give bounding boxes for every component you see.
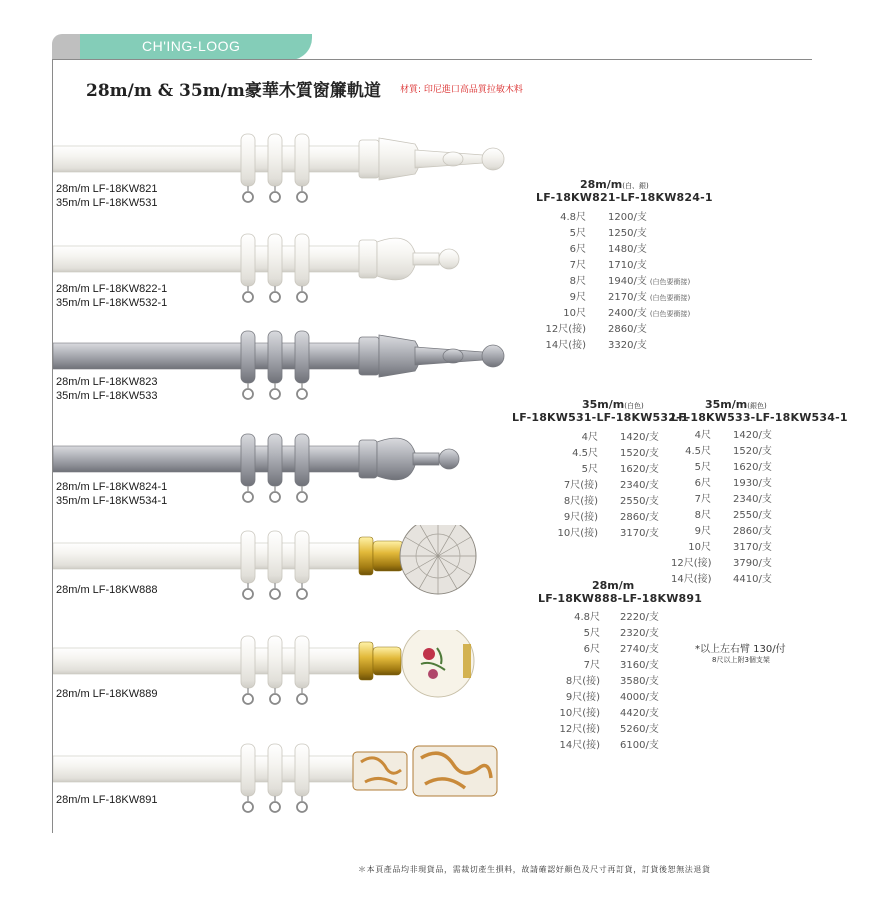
price-cell: 1250/支 — [608, 228, 647, 239]
length-cell: 9尺(接) — [563, 512, 598, 523]
bulb-knob-finial — [359, 238, 459, 280]
price-cell: 3160/支 — [620, 660, 659, 671]
ring-eyelet — [243, 389, 253, 399]
curtain-ring — [295, 134, 309, 186]
price-cell: 3320/支 — [608, 340, 647, 351]
ring-eyelet — [270, 389, 280, 399]
price-row — [671, 476, 848, 492]
price-cell: 1930/支 — [733, 478, 772, 489]
product-code-label — [56, 480, 167, 508]
curtain-ring — [241, 531, 255, 583]
ring-eyelet — [243, 694, 253, 704]
ring-eyelet — [243, 589, 253, 599]
length-cell: 4.8尺 — [560, 212, 586, 223]
price-row — [536, 258, 713, 274]
price-row — [538, 674, 702, 690]
curtain-ring — [241, 234, 255, 286]
price-rows — [538, 610, 702, 754]
length-cell: 10尺(接) — [559, 708, 600, 719]
price-cell: 4000/支 — [620, 692, 659, 703]
length-cell: 12尺(接) — [545, 324, 586, 335]
length-cell: 4.8尺 — [574, 612, 600, 623]
curtain-rod — [53, 343, 373, 369]
length-cell: 9尺 — [569, 292, 586, 303]
table-head-size: 35m/m(銀色) — [705, 398, 767, 411]
length-cell: 12尺(接) — [671, 558, 712, 569]
footnote: ＊本頁產品均非現貨品，需裁切產生損料，故請確認好顏色及尺寸再訂貨，訂貨後恕無法退貨 — [358, 865, 711, 874]
product-code: 28m/m LF-18KW824-1 — [56, 481, 168, 493]
price-row — [671, 444, 848, 460]
length-cell: 6尺 — [694, 478, 711, 489]
floral-ceramic-ball-finial — [359, 630, 474, 697]
curtain-ring — [241, 744, 255, 796]
price-row — [671, 508, 848, 524]
table-head-models: LF-18KW821-LF-18KW824-1 — [536, 191, 713, 204]
curtain-rod — [53, 543, 373, 569]
joint-note: (白色要衝接) — [649, 278, 691, 286]
product-code: 35m/m LF-18KW534-1 — [56, 495, 168, 507]
bracket-subnote: 8尺以上附3個支架 — [712, 656, 770, 664]
price-row — [538, 642, 702, 658]
curtain-ring — [295, 636, 309, 688]
price-cell: 1940/支 — [608, 276, 647, 287]
price-row — [536, 322, 713, 338]
price-cell: 2550/支 — [733, 510, 772, 521]
price-cell: 2320/支 — [620, 628, 659, 639]
price-row — [536, 226, 713, 242]
price-cell: 1420/支 — [733, 430, 772, 441]
price-row — [538, 658, 702, 674]
price-row — [671, 556, 848, 572]
price-cell: 2170/支 — [608, 292, 647, 303]
ring-eyelet — [270, 802, 280, 812]
table-head-size: 28m/m(白、銀) — [580, 178, 649, 191]
ring-eyelet — [243, 192, 253, 202]
curtain-rod — [53, 446, 373, 472]
price-row — [512, 446, 689, 462]
length-cell: 7尺(接) — [563, 480, 598, 491]
product-code: 28m/m LF-18KW889 — [56, 688, 158, 700]
curtain-ring — [268, 744, 282, 796]
ring-eyelet — [270, 694, 280, 704]
price-row — [512, 430, 689, 446]
curtain-ring — [241, 331, 255, 383]
rod-illustration — [53, 325, 523, 420]
product-code: 28m/m LF-18KW822-1 — [56, 283, 168, 295]
ring-eyelet — [270, 492, 280, 502]
ring-eyelet — [297, 192, 307, 202]
ring-eyelet — [243, 802, 253, 812]
curtain-ring — [268, 331, 282, 383]
price-cell: 2340/支 — [733, 494, 772, 505]
rod-illustration — [53, 630, 523, 725]
price-cell: 1710/支 — [608, 260, 647, 271]
brand-tab-corner — [52, 34, 82, 60]
price-table-888-891 — [538, 579, 702, 754]
table-head-models: LF-18KW531-LF-18KW532-1 — [512, 411, 689, 424]
ring-eyelet — [297, 589, 307, 599]
length-cell: 8尺(接) — [565, 676, 600, 687]
product-code-label — [56, 282, 167, 310]
price-cell: 2550/支 — [620, 496, 659, 507]
price-row — [538, 626, 702, 642]
price-cell: 1520/支 — [733, 446, 772, 457]
length-cell: 8尺(接) — [563, 496, 598, 507]
product-code: 35m/m LF-18KW532-1 — [56, 297, 168, 309]
price-cell: 1620/支 — [620, 464, 659, 475]
price-cell: 1200/支 — [608, 212, 647, 223]
price-row — [671, 428, 848, 444]
curtain-rod — [53, 648, 373, 674]
product-code: 28m/m LF-18KW823 — [56, 376, 158, 388]
price-table-35mm-silver — [671, 398, 848, 588]
price-row — [536, 274, 713, 290]
product-code: 28m/m LF-18KW821 — [56, 183, 158, 195]
price-row — [536, 210, 713, 226]
length-cell: 4.5尺 — [572, 448, 598, 459]
curtain-ring — [295, 331, 309, 383]
price-row — [538, 738, 702, 754]
price-row — [671, 540, 848, 556]
curtain-ring — [295, 531, 309, 583]
price-cell: 6100/支 — [620, 740, 659, 751]
ring-eyelet — [243, 492, 253, 502]
price-cell: 3170/支 — [733, 542, 772, 553]
length-cell: 5尺 — [694, 462, 711, 473]
price-row — [671, 524, 848, 540]
product-row — [53, 128, 523, 223]
table-head-size: 28m/m — [592, 579, 635, 592]
ring-eyelet — [297, 389, 307, 399]
rod-illustration — [53, 738, 523, 833]
length-cell: 5尺 — [581, 464, 598, 475]
price-cell: 1420/支 — [620, 432, 659, 443]
page-title: 28m/m & 35m/m豪華木質窗簾軌道 — [86, 81, 381, 101]
price-row — [538, 722, 702, 738]
price-table-35mm-white — [512, 398, 689, 542]
gold-scroll-cylinder-finial — [353, 746, 497, 796]
crystal-ball-finial — [359, 525, 476, 594]
length-cell: 4.5尺 — [685, 446, 711, 457]
product-row — [53, 428, 523, 523]
curtain-ring — [268, 636, 282, 688]
rod-illustration — [53, 525, 523, 620]
product-code-label — [56, 375, 157, 403]
price-row — [512, 510, 689, 526]
bracket-note: *以上左右臂 130/付 — [695, 644, 786, 655]
product-code-label — [56, 182, 157, 210]
curtain-ring — [241, 434, 255, 486]
length-cell: 8尺 — [569, 276, 586, 287]
curtain-ring — [295, 434, 309, 486]
curtain-ring — [268, 434, 282, 486]
ring-eyelet — [297, 694, 307, 704]
joint-note: (白色要衝接) — [649, 294, 691, 302]
price-row — [671, 492, 848, 508]
curtain-ring — [241, 134, 255, 186]
price-rows — [536, 210, 713, 354]
length-cell: 6尺 — [583, 644, 600, 655]
price-cell: 1520/支 — [620, 448, 659, 459]
price-cell: 1620/支 — [733, 462, 772, 473]
product-code-label — [56, 687, 157, 701]
product-code: 35m/m LF-18KW531 — [56, 197, 158, 209]
bulb-knob-finial — [359, 438, 459, 480]
ring-eyelet — [297, 492, 307, 502]
price-row — [671, 460, 848, 476]
length-cell: 14尺(接) — [671, 574, 712, 585]
product-code: 28m/m LF-18KW888 — [56, 584, 158, 596]
joint-note: (白色要衝接) — [649, 310, 691, 318]
price-cell: 2860/支 — [608, 324, 647, 335]
length-cell: 10尺(接) — [557, 528, 598, 539]
product-row — [53, 738, 523, 833]
price-cell: 5260/支 — [620, 724, 659, 735]
material-note: 材質: 印尼進口高品質拉敏木料 — [400, 85, 523, 95]
brand-name: CH'ING-LOOG — [142, 38, 241, 54]
ring-eyelet — [297, 802, 307, 812]
length-cell: 4尺 — [581, 432, 598, 443]
product-code-label — [56, 583, 157, 597]
price-row — [536, 242, 713, 258]
price-cell: 3170/支 — [620, 528, 659, 539]
price-row — [512, 462, 689, 478]
ring-eyelet — [270, 292, 280, 302]
curtain-rod — [53, 756, 373, 782]
price-row — [512, 526, 689, 542]
product-row — [53, 325, 523, 420]
product-row — [53, 228, 523, 323]
length-cell: 10尺 — [688, 542, 711, 553]
curtain-ring — [268, 531, 282, 583]
price-cell: 3790/支 — [733, 558, 772, 569]
product-row — [53, 630, 523, 725]
length-cell: 4尺 — [694, 430, 711, 441]
price-cell: 4420/支 — [620, 708, 659, 719]
product-code: 28m/m LF-18KW891 — [56, 794, 158, 806]
table-head-models: LF-18KW533-LF-18KW534-1 — [671, 411, 848, 424]
price-cell: 2860/支 — [733, 526, 772, 537]
price-row — [536, 338, 713, 354]
product-code-label — [56, 793, 157, 807]
price-row — [536, 290, 713, 306]
ring-eyelet — [270, 589, 280, 599]
price-cell: 4410/支 — [733, 574, 772, 585]
price-cell: 3580/支 — [620, 676, 659, 687]
price-row — [538, 690, 702, 706]
length-cell: 9尺 — [694, 526, 711, 537]
price-rows — [671, 428, 848, 588]
price-cell: 2400/支 — [608, 308, 647, 319]
rod-illustration — [53, 428, 523, 523]
urn-spire-finial — [359, 138, 504, 180]
table-head-size: 35m/m(白色) — [582, 398, 644, 411]
price-cell: 2220/支 — [620, 612, 659, 623]
curtain-ring — [268, 134, 282, 186]
price-table-28mm — [536, 178, 713, 354]
urn-spire-finial — [359, 335, 504, 377]
length-cell: 10尺 — [563, 308, 586, 319]
length-cell: 9尺(接) — [565, 692, 600, 703]
curtain-ring — [295, 744, 309, 796]
price-rows — [512, 430, 689, 542]
product-code: 35m/m LF-18KW533 — [56, 390, 158, 402]
length-cell: 12尺(接) — [559, 724, 600, 735]
ring-eyelet — [243, 292, 253, 302]
length-cell: 5尺 — [569, 228, 586, 239]
length-cell: 7尺 — [569, 260, 586, 271]
price-row — [538, 706, 702, 722]
length-cell: 5尺 — [583, 628, 600, 639]
price-cell: 2740/支 — [620, 644, 659, 655]
price-cell: 2340/支 — [620, 480, 659, 491]
ring-eyelet — [270, 192, 280, 202]
price-row — [512, 494, 689, 510]
price-cell: 2860/支 — [620, 512, 659, 523]
ring-eyelet — [297, 292, 307, 302]
price-row — [536, 306, 713, 322]
curtain-rod — [53, 146, 373, 172]
curtain-ring — [268, 234, 282, 286]
product-row — [53, 525, 523, 620]
price-row — [538, 610, 702, 626]
length-cell: 14尺(接) — [545, 340, 586, 351]
top-rule — [52, 59, 812, 60]
length-cell: 8尺 — [694, 510, 711, 521]
length-cell: 7尺 — [583, 660, 600, 671]
price-cell: 1480/支 — [608, 244, 647, 255]
curtain-ring — [295, 234, 309, 286]
length-cell: 14尺(接) — [559, 740, 600, 751]
curtain-rod — [53, 246, 373, 272]
price-row — [512, 478, 689, 494]
length-cell: 6尺 — [569, 244, 586, 255]
curtain-ring — [241, 636, 255, 688]
length-cell: 7尺 — [694, 494, 711, 505]
table-head-models: LF-18KW888-LF-18KW891 — [538, 592, 703, 605]
